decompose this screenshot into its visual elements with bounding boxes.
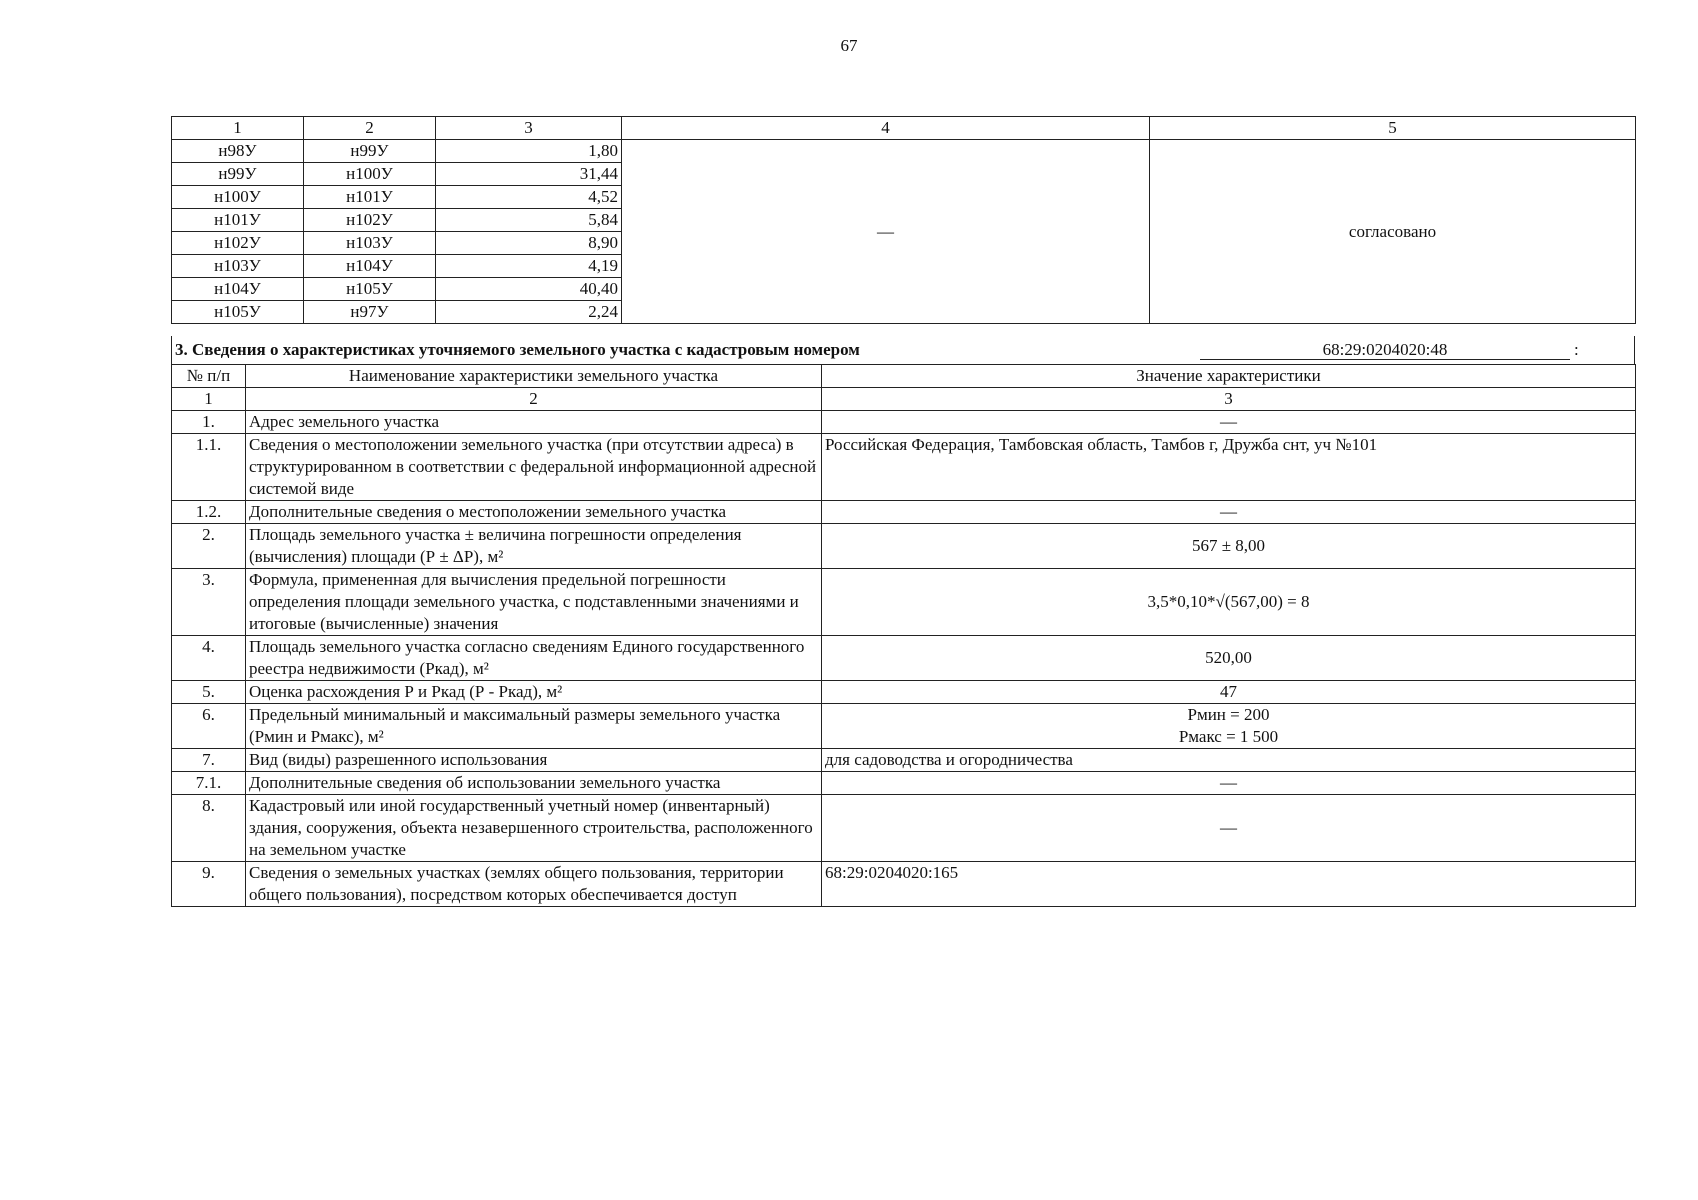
row-number: 7. [172,749,246,772]
segment-length: 4,19 [436,255,622,278]
segment-length: 2,24 [436,301,622,324]
point-to: н103У [304,232,436,255]
point-to: н101У [304,186,436,209]
characteristic-value: 47 [822,681,1636,704]
point-to: н97У [304,301,436,324]
point-from: н102У [172,232,304,255]
header-name: Наименование характеристики земельного участка [246,365,822,388]
characteristic-name: Вид (виды) разрешенного использования [246,749,822,772]
characteristic-value: для садоводства и огородничества [822,749,1636,772]
min-area-value: Рмин = 200 [1187,705,1270,724]
column-4-value: — [622,140,1150,324]
segment-length: 4,52 [436,186,622,209]
column-number: 3 [436,117,622,140]
column-number: 4 [622,117,1150,140]
characteristic-value: 567 ± 8,00 [822,524,1636,569]
table-row [172,636,1636,681]
column-number: 5 [1150,117,1636,140]
characteristic-value [822,704,1636,749]
row-number: 1.1. [172,434,246,501]
row-number: 7.1. [172,772,246,795]
row-number: 8. [172,795,246,862]
row-number: 1.2. [172,501,246,524]
point-from: н100У [172,186,304,209]
row-number: 1. [172,411,246,434]
cadastral-number: 68:29:0204020:48 [1200,337,1570,360]
column-numbers-row [172,388,1636,411]
segment-length: 5,84 [436,209,622,232]
table-row [172,795,1636,862]
column-number: 1 [172,117,304,140]
characteristic-value: Российская Федерация, Тамбовская область, Тамбов г, Дружба снт, уч №101 [822,434,1636,501]
point-from: н99У [172,163,304,186]
characteristic-name: Дополнительные сведения об использовании земельного участка [246,772,822,795]
column-number: 3 [822,388,1636,411]
point-to: н100У [304,163,436,186]
table-row [172,681,1636,704]
section-title-row [171,336,1635,364]
row-number: 2. [172,524,246,569]
point-to: н102У [304,209,436,232]
characteristic-value: 68:29:0204020:165 [822,862,1636,907]
table-row [172,749,1636,772]
point-from: н101У [172,209,304,232]
point-from: н103У [172,255,304,278]
characteristic-name: Сведения о земельных участках (землях общего пользования, территории общего пользования), посредством которых обеспечивается доступ [246,862,822,907]
row-number: 9. [172,862,246,907]
characteristic-value: — [822,772,1636,795]
point-to: н99У [304,140,436,163]
table-row [172,704,1636,749]
column-number: 2 [304,117,436,140]
table-row [172,411,1636,434]
table-row [172,772,1636,795]
column-number: 2 [246,388,822,411]
cadastral-colon: : [1574,340,1579,359]
characteristic-value: 3,5*0,10*√(567,00) = 8 [822,569,1636,636]
header-value: Значение характеристики [822,365,1636,388]
characteristic-value: 520,00 [822,636,1636,681]
section-title: 3. Сведения о характеристиках уточняемого земельного участка с кадастровым номером [175,340,860,359]
row-number: 3. [172,569,246,636]
table-row [172,140,1636,163]
segment-length: 40,40 [436,278,622,301]
point-from: н98У [172,140,304,163]
characteristic-value: — [822,501,1636,524]
boundary-points-table [171,116,1636,324]
segment-length: 31,44 [436,163,622,186]
table-row [172,524,1636,569]
approval-status: согласовано [1150,140,1636,324]
characteristic-name: Кадастровый или иной государственный учетный номер (инвентарный) здания, сооружения, объекта незавершенного строительства, расположенного на земельном участке [246,795,822,862]
characteristic-name: Дополнительные сведения о местоположении земельного участка [246,501,822,524]
table-header-row [172,365,1636,388]
characteristics-table [171,364,1636,907]
point-from: н105У [172,301,304,324]
max-area-value: Рмакс = 1 500 [1178,727,1279,746]
segment-length: 1,80 [436,140,622,163]
table-header-row [172,117,1636,140]
row-number: 6. [172,704,246,749]
point-to: н105У [304,278,436,301]
characteristic-name: Сведения о местоположении земельного участка (при отсутствии адреса) в структурированном в соответствии с федеральной информационной адресной системой виде [246,434,822,501]
characteristic-name: Площадь земельного участка согласно сведениям Единого государственного реестра недвижимости (Ркад), м² [246,636,822,681]
characteristic-name: Формула, примененная для вычисления предельной погрешности определения площади земельного участка, с подставленными значениями и итоговые (вычисленные) значения [246,569,822,636]
table-row [172,569,1636,636]
table-row [172,434,1636,501]
header-num: № п/п [172,365,246,388]
characteristic-name: Предельный минимальный и максимальный размеры земельного участка (Рмин и Рмакс), м² [246,704,822,749]
table-row [172,862,1636,907]
point-to: н104У [304,255,436,278]
characteristic-value: — [822,795,1636,862]
page-number: 67 [840,36,858,55]
column-number: 1 [172,388,246,411]
table-row [172,501,1636,524]
characteristic-name: Адрес земельного участка [246,411,822,434]
characteristic-name: Оценка расхождения Р и Ркад (Р - Ркад), м² [246,681,822,704]
characteristic-name: Площадь земельного участка ± величина погрешности определения (вычисления) площади (Р ± ΔР), м² [246,524,822,569]
characteristic-value: — [822,411,1636,434]
row-number: 4. [172,636,246,681]
segment-length: 8,90 [436,232,622,255]
row-number: 5. [172,681,246,704]
point-from: н104У [172,278,304,301]
